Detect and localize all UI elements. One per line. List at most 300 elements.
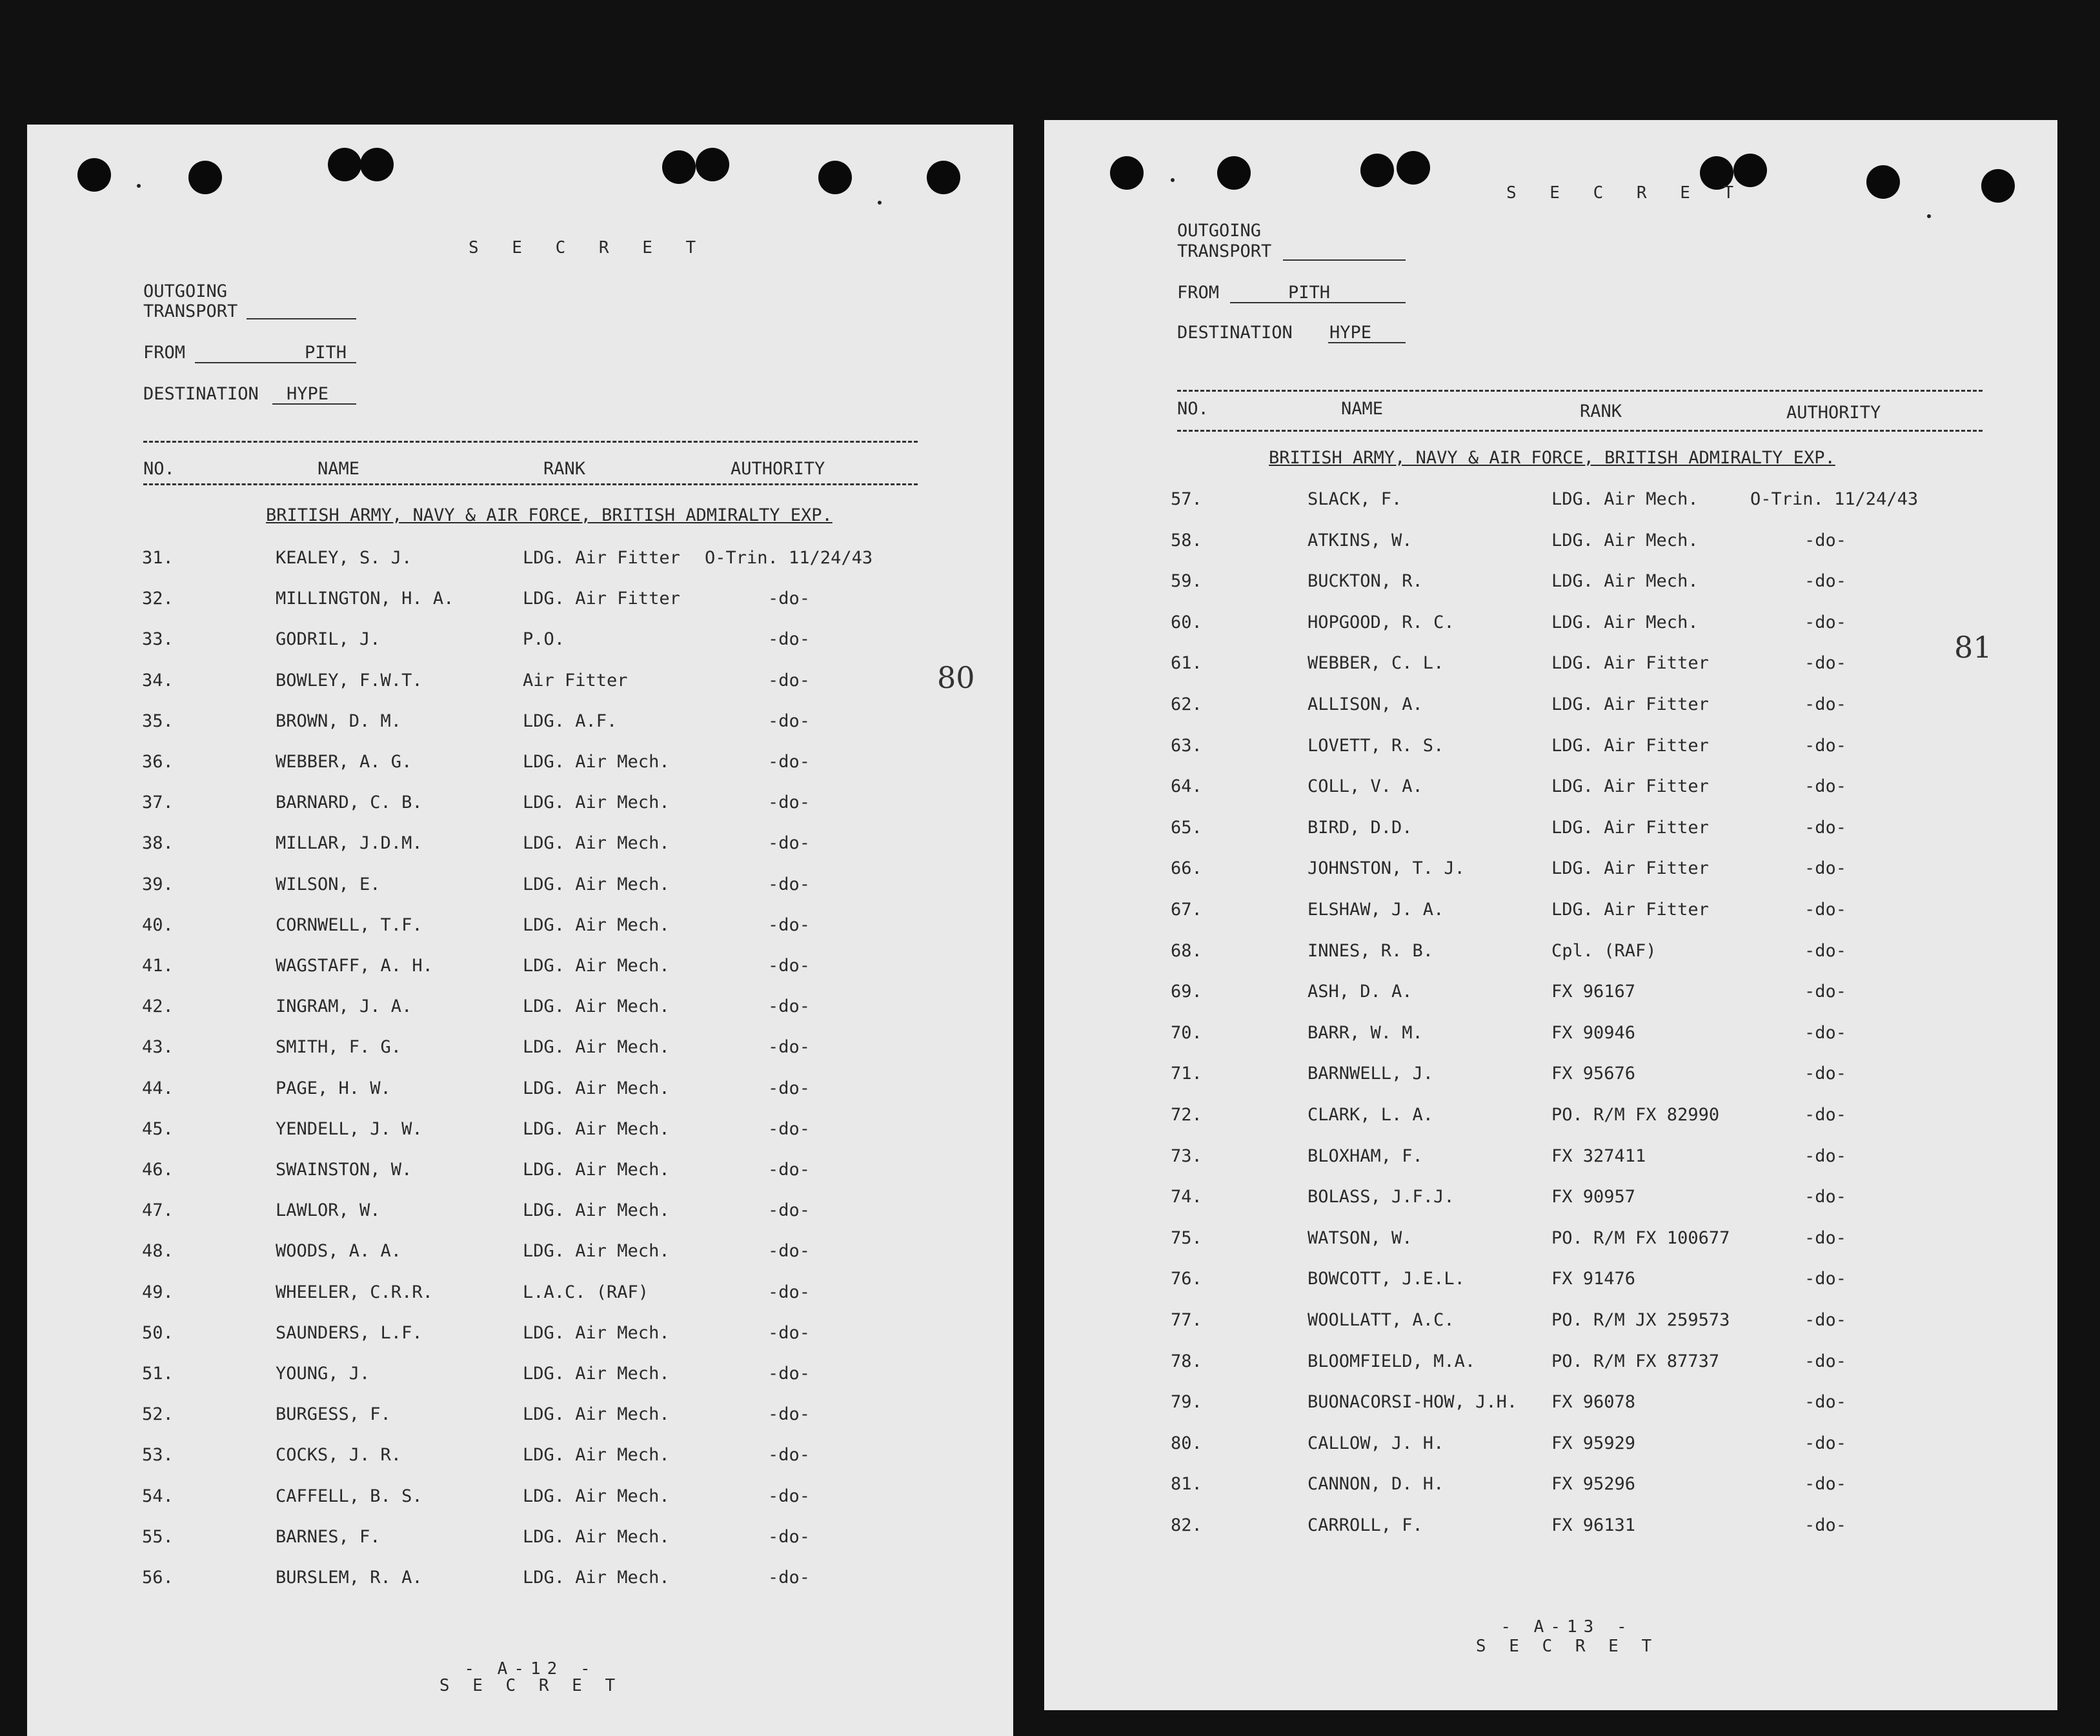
- outgoing-label: OUTGOING: [143, 281, 228, 301]
- cell-no: 59.: [1171, 571, 1202, 592]
- cell-auth: -do-: [768, 1118, 811, 1139]
- cell-no: 41.: [142, 956, 174, 976]
- cell-rank: LDG. Air Mech.: [523, 1160, 670, 1180]
- column-authority: AUTHORITY: [1786, 403, 1881, 423]
- cell-auth: -do-: [1804, 1392, 1847, 1413]
- cell-rank: LDG. Air Mech.: [523, 833, 670, 854]
- footer-page: - A-13 -: [1500, 1617, 1633, 1637]
- cell-name: BURGESS, F.: [276, 1404, 391, 1425]
- cell-name: HOPGOOD, R. C.: [1307, 612, 1455, 632]
- table-row: [1044, 694, 2057, 720]
- table-row: [1044, 1023, 2057, 1049]
- table-row: [1044, 489, 2057, 515]
- cell-auth: -do-: [768, 914, 811, 935]
- cell-name: BARNARD, C. B.: [276, 792, 423, 813]
- from-value: PITH: [1288, 283, 1331, 303]
- table-row: [1044, 900, 2057, 925]
- cell-name: INGRAM, J. A.: [276, 996, 412, 1017]
- cell-name: BARR, W. M.: [1307, 1022, 1423, 1043]
- cell-name: PAGE, H. W.: [276, 1078, 391, 1098]
- cell-auth: -do-: [1804, 1310, 1847, 1330]
- column-no: NO.: [143, 459, 175, 479]
- cell-no: 53.: [142, 1445, 174, 1466]
- cell-no: 32.: [142, 589, 174, 609]
- section-heading: BRITISH ARMY, NAVY & AIR FORCE, BRITISH ADMIRALTY EXP.: [266, 505, 833, 525]
- column-no: NO.: [1177, 399, 1209, 419]
- cell-name: WOOLLATT, A.C.: [1307, 1310, 1455, 1330]
- cell-rank: LDG. Air Mech.: [523, 996, 670, 1017]
- cell-name: CALLOW, J. H.: [1307, 1433, 1444, 1453]
- cell-auth: -do-: [1804, 1064, 1847, 1084]
- from-label: FROM: [143, 343, 186, 363]
- cell-rank: LDG. Air Mech.: [523, 1322, 670, 1343]
- cell-name: SWAINSTON, W.: [276, 1160, 412, 1180]
- cell-auth: -do-: [768, 996, 811, 1017]
- header-rule-bottom: [1177, 430, 1983, 432]
- transport-label: TRANSPORT: [1177, 241, 1272, 261]
- cell-name: BUONACORSI-HOW, J.H.: [1307, 1392, 1518, 1413]
- cell-name: SMITH, F. G.: [276, 1037, 402, 1058]
- cell-rank: FX 95296: [1551, 1474, 1636, 1495]
- cell-auth: -do-: [768, 1078, 811, 1098]
- cell-rank: FX 96078: [1551, 1392, 1636, 1413]
- table-row: [27, 1568, 1013, 1593]
- table-row: [1044, 1269, 2057, 1295]
- outgoing-label: OUTGOING: [1177, 221, 1262, 241]
- cell-rank: LDG. A.F.: [523, 711, 618, 731]
- table-row: [27, 671, 1013, 696]
- punch-hole: [1397, 151, 1430, 185]
- destination-label: DESTINATION: [1177, 323, 1293, 343]
- table-row: [27, 1282, 1013, 1308]
- punch-hole: [1360, 154, 1394, 187]
- cell-no: 37.: [142, 792, 174, 813]
- cell-rank: LDG. Air Fitter: [1551, 735, 1709, 756]
- cell-no: 46.: [142, 1160, 174, 1180]
- cell-no: 34.: [142, 670, 174, 691]
- cell-no: 38.: [142, 833, 174, 854]
- cell-auth: -do-: [1804, 571, 1847, 592]
- cell-no: 49.: [142, 1282, 174, 1302]
- cell-name: COCKS, J. R.: [276, 1445, 402, 1466]
- cell-no: 77.: [1171, 1310, 1202, 1330]
- cell-name: GODRIL, J.: [276, 629, 381, 650]
- cell-rank: LDG. Air Fitter: [523, 548, 680, 568]
- cell-name: BROWN, D. M.: [276, 711, 402, 731]
- cell-auth: -do-: [768, 1568, 811, 1588]
- cell-rank: LDG. Air Fitter: [1551, 776, 1709, 797]
- secret-header: S E C R E T: [1506, 183, 1746, 203]
- table-row: [1044, 941, 2057, 967]
- cell-name: WAGSTAFF, A. H.: [276, 956, 433, 976]
- punch-hole: [188, 161, 222, 194]
- table-row: [27, 1160, 1013, 1186]
- cell-rank: LDG. Air Mech.: [523, 1200, 670, 1221]
- cell-no: 68.: [1171, 940, 1202, 961]
- from-label: FROM: [1177, 283, 1220, 303]
- cell-auth: O-Trin. 11/24/43: [1750, 489, 1919, 509]
- table-row: [1044, 1105, 2057, 1131]
- column-authority: AUTHORITY: [731, 459, 825, 479]
- cell-rank: LDG. Air Mech.: [523, 956, 670, 976]
- cell-auth: -do-: [768, 956, 811, 976]
- table-row: [27, 1445, 1013, 1471]
- table-row: [27, 833, 1013, 859]
- cell-no: 70.: [1171, 1022, 1202, 1043]
- cell-no: 33.: [142, 629, 174, 650]
- cell-name: WEBBER, A. G.: [276, 752, 412, 772]
- table-row: [27, 711, 1013, 737]
- cell-rank: LDG. Air Mech.: [1551, 612, 1699, 632]
- cell-auth: -do-: [768, 1282, 811, 1302]
- cell-auth: -do-: [1804, 1515, 1847, 1535]
- cell-auth: -do-: [1804, 817, 1847, 838]
- cell-no: 50.: [142, 1322, 174, 1343]
- cell-name: COLL, V. A.: [1307, 776, 1423, 797]
- cell-rank: FX 95676: [1551, 1064, 1636, 1084]
- table-row: [1044, 1433, 2057, 1459]
- cell-name: CORNWELL, T.F.: [276, 914, 423, 935]
- table-row: [1044, 1515, 2057, 1541]
- table-row: [27, 1037, 1013, 1063]
- cell-auth: -do-: [768, 711, 811, 731]
- cell-auth: -do-: [768, 752, 811, 772]
- table-row: [27, 792, 1013, 818]
- cell-no: 39.: [142, 874, 174, 894]
- cell-auth: -do-: [768, 1160, 811, 1180]
- cell-rank: FX 90946: [1551, 1022, 1636, 1043]
- cell-rank: LDG. Air Fitter: [1551, 694, 1709, 714]
- table-row: [27, 1323, 1013, 1349]
- page-number: 80: [937, 660, 975, 695]
- cell-rank: LDG. Air Mech.: [523, 1445, 670, 1466]
- cell-auth: -do-: [768, 1445, 811, 1466]
- cell-rank: Cpl. (RAF): [1551, 940, 1657, 961]
- column-name: NAME: [318, 459, 360, 479]
- cell-no: 64.: [1171, 776, 1202, 797]
- cell-rank: Air Fitter: [523, 670, 628, 691]
- cell-no: 58.: [1171, 530, 1202, 550]
- cell-rank: LDG. Air Fitter: [1551, 900, 1709, 920]
- cell-auth: -do-: [768, 833, 811, 854]
- table-row: [1044, 1064, 2057, 1089]
- cell-rank: LDG. Air Mech.: [523, 1404, 670, 1425]
- transport-line: [247, 318, 356, 319]
- cell-auth: -do-: [1804, 940, 1847, 961]
- cell-rank: LDG. Air Mech.: [523, 1526, 670, 1547]
- table-row: [1044, 1310, 2057, 1336]
- cell-no: 35.: [142, 711, 174, 731]
- cell-rank: FX 90957: [1551, 1187, 1636, 1207]
- cell-no: 81.: [1171, 1474, 1202, 1495]
- cell-auth: -do-: [768, 1486, 811, 1506]
- cell-rank: FX 96167: [1551, 982, 1636, 1002]
- cell-name: BOLASS, J.F.J.: [1307, 1187, 1455, 1207]
- cell-no: 72.: [1171, 1105, 1202, 1125]
- punch-hole: [1217, 156, 1251, 190]
- cell-no: 74.: [1171, 1187, 1202, 1207]
- cell-name: BUCKTON, R.: [1307, 571, 1423, 592]
- cell-name: SAUNDERS, L.F.: [276, 1322, 423, 1343]
- cell-no: 65.: [1171, 817, 1202, 838]
- destination-value: HYPE: [1329, 323, 1372, 343]
- punch-hole: [1733, 154, 1767, 187]
- cell-no: 47.: [142, 1200, 174, 1221]
- cell-name: CAFFELL, B. S.: [276, 1486, 423, 1506]
- header-rule-top: [143, 441, 918, 443]
- cell-no: 52.: [142, 1404, 174, 1425]
- cell-auth: -do-: [1804, 1105, 1847, 1125]
- cell-no: 45.: [142, 1118, 174, 1139]
- cell-name: BURSLEM, R. A.: [276, 1568, 423, 1588]
- cell-no: 42.: [142, 996, 174, 1017]
- cell-rank: LDG. Air Mech.: [523, 1037, 670, 1058]
- table-row: [1044, 571, 2057, 597]
- table-row: [27, 1078, 1013, 1104]
- cell-no: 57.: [1171, 489, 1202, 509]
- cell-auth: -do-: [1804, 1433, 1847, 1453]
- document-page-left: [27, 125, 1013, 1736]
- cell-no: 31.: [142, 548, 174, 568]
- cell-rank: PO. R/M FX 100677: [1551, 1227, 1730, 1248]
- cell-rank: LDG. Air Mech.: [1551, 571, 1699, 592]
- cell-rank: LDG. Air Mech.: [523, 792, 670, 813]
- column-rank: RANK: [1580, 401, 1622, 421]
- cell-name: WOODS, A. A.: [276, 1241, 402, 1262]
- table-row: [27, 1364, 1013, 1389]
- cell-no: 76.: [1171, 1269, 1202, 1289]
- cell-no: 71.: [1171, 1064, 1202, 1084]
- cell-rank: LDG. Air Mech.: [523, 1241, 670, 1262]
- cell-auth: -do-: [768, 589, 811, 609]
- column-name: NAME: [1341, 399, 1384, 419]
- cell-name: ELSHAW, J. A.: [1307, 900, 1444, 920]
- cell-name: BOWLEY, F.W.T.: [276, 670, 423, 691]
- table-row: [1044, 818, 2057, 843]
- table-row: [27, 915, 1013, 941]
- cell-no: 40.: [142, 914, 174, 935]
- table-row: [1044, 736, 2057, 762]
- cell-no: 60.: [1171, 612, 1202, 632]
- cell-name: LAWLOR, W.: [276, 1200, 381, 1221]
- cell-auth: -do-: [768, 792, 811, 813]
- cell-name: CLARK, L. A.: [1307, 1105, 1434, 1125]
- table-row: [1044, 1351, 2057, 1377]
- cell-name: LOVETT, R. S.: [1307, 735, 1444, 756]
- cell-auth: -do-: [1804, 1351, 1847, 1371]
- punch-hole: [77, 158, 111, 192]
- table-row: [27, 629, 1013, 655]
- cell-rank: LDG. Air Mech.: [1551, 489, 1699, 509]
- table-row: [27, 589, 1013, 614]
- cell-auth: -do-: [1804, 776, 1847, 797]
- cell-no: 55.: [142, 1526, 174, 1547]
- cell-name: BOWCOTT, J.E.L.: [1307, 1269, 1465, 1289]
- cell-auth: -do-: [1804, 982, 1847, 1002]
- cell-auth: -do-: [768, 1526, 811, 1547]
- cell-name: ALLISON, A.: [1307, 694, 1423, 714]
- cell-rank: PO. R/M FX 82990: [1551, 1105, 1720, 1125]
- table-row: [27, 548, 1013, 574]
- cell-no: 48.: [142, 1241, 174, 1262]
- cell-rank: FX 95929: [1551, 1433, 1636, 1453]
- punch-hole: [662, 150, 696, 184]
- transport-label: TRANSPORT: [143, 301, 238, 321]
- cell-rank: LDG. Air Mech.: [523, 874, 670, 894]
- cell-name: WATSON, W.: [1307, 1227, 1413, 1248]
- punch-hole: [818, 161, 852, 194]
- cell-auth: -do-: [768, 1200, 811, 1221]
- table-row: [27, 956, 1013, 982]
- cell-auth: -do-: [1804, 612, 1847, 632]
- table-row: [27, 1119, 1013, 1145]
- table-row: [27, 1486, 1013, 1512]
- cell-rank: LDG. Air Mech.: [1551, 530, 1699, 550]
- from-value: PITH: [305, 343, 347, 363]
- punch-hole: [927, 161, 960, 194]
- page-number: 81: [1954, 630, 1992, 665]
- cell-rank: LDG. Air Fitter: [1551, 653, 1709, 674]
- cell-rank: FX 96131: [1551, 1515, 1636, 1535]
- table-row: [1044, 982, 2057, 1007]
- cell-name: INNES, R. B.: [1307, 940, 1434, 961]
- cell-name: KEALEY, S. J.: [276, 548, 412, 568]
- cell-rank: PO. R/M FX 87737: [1551, 1351, 1720, 1371]
- table-row: [1044, 612, 2057, 638]
- cell-auth: -do-: [1804, 653, 1847, 674]
- cell-auth: -do-: [1804, 1227, 1847, 1248]
- cell-rank: LDG. Air Mech.: [523, 914, 670, 935]
- footer-page: - A-12 -: [464, 1659, 597, 1679]
- punch-hole: [1981, 169, 2015, 203]
- cell-auth: -do-: [768, 670, 811, 691]
- cell-name: ASH, D. A.: [1307, 982, 1413, 1002]
- cell-auth: -do-: [1804, 1187, 1847, 1207]
- cell-no: 78.: [1171, 1351, 1202, 1371]
- cell-name: MILLAR, J.D.M.: [276, 833, 423, 854]
- destination-value: HYPE: [287, 384, 329, 404]
- cell-no: 54.: [142, 1486, 174, 1506]
- cell-name: YOUNG, J.: [276, 1364, 370, 1384]
- cell-no: 80.: [1171, 1433, 1202, 1453]
- cell-rank: FX 91476: [1551, 1269, 1636, 1289]
- cell-auth: -do-: [768, 1241, 811, 1262]
- cell-rank: FX 327411: [1551, 1146, 1646, 1166]
- cell-name: YENDELL, J. W.: [276, 1118, 423, 1139]
- cell-auth: -do-: [1804, 1146, 1847, 1166]
- cell-no: 67.: [1171, 900, 1202, 920]
- header-rule-bottom: [143, 483, 918, 485]
- punch-hole: [328, 148, 361, 181]
- cell-no: 61.: [1171, 653, 1202, 674]
- cell-auth: -do-: [1804, 858, 1847, 879]
- cell-name: BARNWELL, J.: [1307, 1064, 1434, 1084]
- cell-name: WILSON, E.: [276, 874, 381, 894]
- cell-rank: L.A.C. (RAF): [523, 1282, 649, 1302]
- speck: [878, 201, 882, 205]
- table-row: [1044, 776, 2057, 802]
- cell-auth: -do-: [768, 1322, 811, 1343]
- cell-no: 36.: [142, 752, 174, 772]
- cell-name: WEBBER, C. L.: [1307, 653, 1444, 674]
- cell-no: 66.: [1171, 858, 1202, 879]
- table-row: [1044, 1187, 2057, 1213]
- table-row: [27, 1404, 1013, 1430]
- cell-auth: -do-: [1804, 900, 1847, 920]
- cell-name: BLOOMFIELD, M.A.: [1307, 1351, 1476, 1371]
- table-row: [1044, 1146, 2057, 1172]
- table-row: [1044, 1474, 2057, 1500]
- punch-hole: [360, 148, 394, 181]
- cell-no: 79.: [1171, 1392, 1202, 1413]
- cell-name: CANNON, D. H.: [1307, 1474, 1444, 1495]
- table-row: [27, 1200, 1013, 1226]
- punch-hole: [696, 148, 729, 181]
- cell-auth: -do-: [1804, 735, 1847, 756]
- cell-auth: -do-: [768, 1037, 811, 1058]
- cell-name: BLOXHAM, F.: [1307, 1146, 1423, 1166]
- cell-name: MILLINGTON, H. A.: [276, 589, 454, 609]
- cell-rank: LDG. Air Mech.: [523, 1078, 670, 1098]
- header-rule-top: [1177, 390, 1983, 392]
- table-row: [27, 1241, 1013, 1267]
- cell-rank: LDG. Air Fitter: [1551, 817, 1709, 838]
- cell-auth: -do-: [1804, 530, 1847, 550]
- cell-rank: LDG. Air Mech.: [523, 1568, 670, 1588]
- table-row: [1044, 530, 2057, 556]
- cell-name: JOHNSTON, T. J.: [1307, 858, 1465, 879]
- cell-auth: -do-: [1804, 1022, 1847, 1043]
- secret-header: S E C R E T: [469, 238, 708, 257]
- footer-secret: S E C R E T: [439, 1676, 622, 1695]
- cell-rank: LDG. Air Mech.: [523, 1118, 670, 1139]
- transport-line: [1283, 259, 1406, 261]
- table-row: [1044, 858, 2057, 884]
- cell-no: 63.: [1171, 735, 1202, 756]
- table-row: [1044, 1228, 2057, 1254]
- cell-rank: LDG. Air Fitter: [1551, 858, 1709, 879]
- cell-auth: -do-: [1804, 1474, 1847, 1495]
- document-page-right: [1044, 120, 2057, 1710]
- cell-no: 51.: [142, 1364, 174, 1384]
- section-heading: BRITISH ARMY, NAVY & AIR FORCE, BRITISH ADMIRALTY EXP.: [1269, 448, 1835, 468]
- table-row: [27, 874, 1013, 900]
- table-row: [27, 1527, 1013, 1553]
- table-row: [1044, 1392, 2057, 1418]
- speck: [137, 184, 141, 188]
- cell-no: 62.: [1171, 694, 1202, 714]
- cell-auth: -do-: [768, 1364, 811, 1384]
- table-row: [1044, 653, 2057, 679]
- cell-auth: -do-: [1804, 1269, 1847, 1289]
- cell-auth: -do-: [768, 629, 811, 650]
- cell-auth: O-Trin. 11/24/43: [705, 548, 873, 568]
- speck: [1171, 178, 1175, 182]
- cell-auth: -do-: [1804, 694, 1847, 714]
- cell-no: 82.: [1171, 1515, 1202, 1535]
- cell-rank: LDG. Air Mech.: [523, 752, 670, 772]
- cell-auth: -do-: [768, 874, 811, 894]
- cell-rank: LDG. Air Fitter: [523, 589, 680, 609]
- cell-name: BIRD, D.D.: [1307, 817, 1413, 838]
- cell-rank: LDG. Air Mech.: [523, 1486, 670, 1506]
- table-row: [27, 752, 1013, 778]
- cell-name: WHEELER, C.R.R.: [276, 1282, 433, 1302]
- cell-no: 75.: [1171, 1227, 1202, 1248]
- cell-rank: P.O.: [523, 629, 565, 650]
- cell-rank: LDG. Air Mech.: [523, 1364, 670, 1384]
- cell-no: 69.: [1171, 982, 1202, 1002]
